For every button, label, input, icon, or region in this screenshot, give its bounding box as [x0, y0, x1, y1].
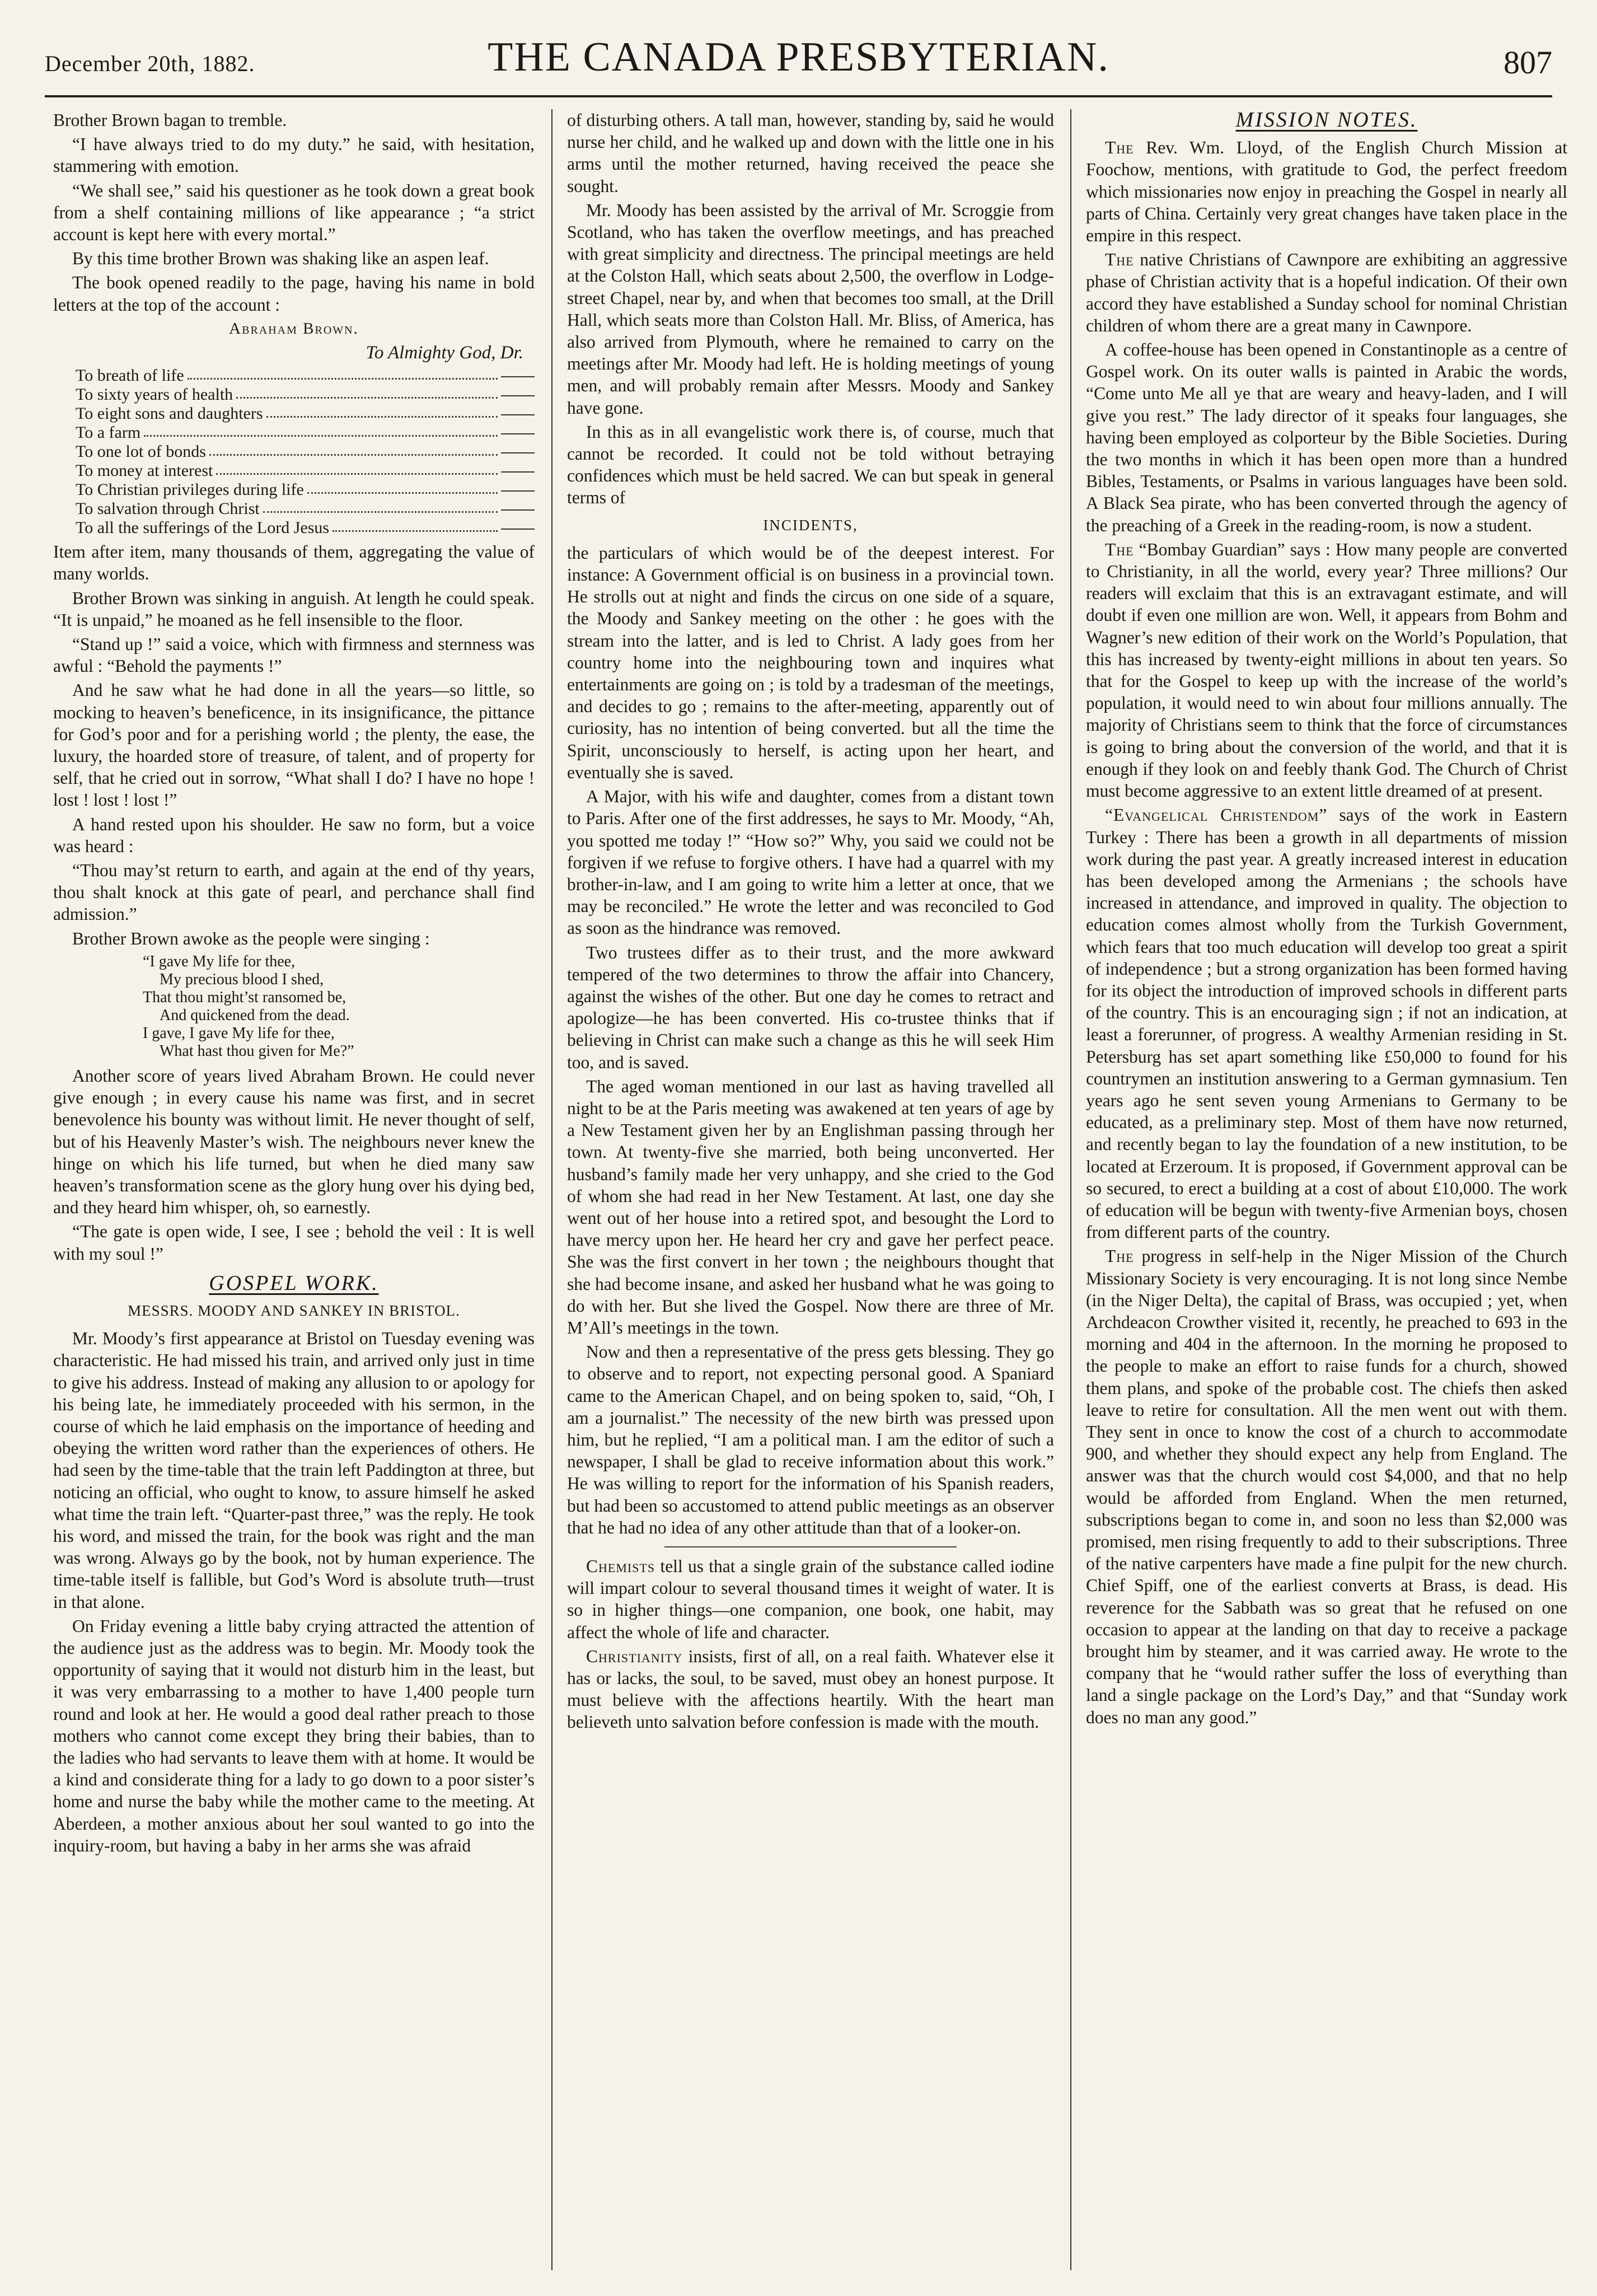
paragraph: A hand rested upon his shoulder. He saw no form, but a voice was heard :	[53, 814, 535, 856]
paragraph: Brother Brown awoke as the people were singing :	[72, 928, 430, 948]
account-item: To a farm	[76, 423, 535, 442]
verse-line: I gave, I gave My life for thee,	[143, 1024, 335, 1042]
account-name: Abraham Brown.	[229, 319, 359, 338]
account-creditor: To Almighty God, Dr.	[366, 343, 523, 363]
account-item: To all the sufferings of the Lord Jesus	[76, 518, 535, 537]
issue-date: December 20th, 1882.	[45, 51, 255, 76]
paragraph: Another score of years lived Abraham Brown. He could never give enough ; in every cause his name was first, and in secret benevolence his bounty was without limit. He never thought of self, but of his Heavenly Master’s wish. The neighbours never knew the hinge on which his life turned, but when he died many saw heaven’s transformation scene as the glory hung over his dying bed, and they heard him whisper, oh, so earnestly.	[53, 1065, 535, 1218]
paragraph: Brother Brown bagan to tremble.	[53, 110, 287, 130]
column-3	[1086, 109, 1567, 2270]
verse-line: My precious blood I shed,	[160, 970, 324, 988]
paragraph: “Stand up !” said a voice, which with firmness and sternness was awful : “Behold the payments !”	[53, 634, 535, 676]
account-item: To salvation through Christ	[76, 499, 535, 518]
paragraph: The Rev. Wm. Lloyd, of the English Church Mission at Foochow, mentions, with gratitude to God, the perfect freedom which missionaries now enjoy in preaching the Gospel in nearly all parts of China. Certainly very great changes have taken place in the empire in this respect.	[1086, 138, 1567, 246]
paragraph: Item after item, many thousands of them, aggregating the value of many worlds.	[53, 542, 535, 584]
paragraph: Mr. Moody’s first appearance at Bristol on Tuesday evening was characteristic. He had missed his train, and arrived only just in time to give his address. Instead of making any allusion to or apology for his being late, he immediately proceeded with his sermon, in the course of which he laid emphasis on the importance of heeding and obeying the written word rather than the experiences of others. He had seen by the time-table that the train left Paddington at three, but noticing an official, who ought to know, to assure himself he asked what time the train left. “Quarter-past three,” was the reply. He took his word, and missed the train, for the book was right and the man was wrong. Always go by the book, not by human experience. The time-table itself is fallible, but God’s Word is absolute truth—trust in that alone.	[53, 1329, 535, 1612]
paragraph: Two trustees differ as to their trust, and the more awkward tempered of the two determines to throw the affair into Chancery, against the wishes of the other. But one day he comes to retract and apologize—he has been converted. His co-trustee thinks that if believing in Christ can make such a change as this he will seek Him too, and is saved.	[567, 942, 1054, 1072]
article-subhead: MESSRS. MOODY AND SANKEY IN BRISTOL.	[128, 1302, 460, 1319]
paragraph: Mr. Moody has been assisted by the arrival of Mr. Scroggie from Scotland, who has taken the overflow meetings, and has preached with great simplicity and directness. The principal meetings are held at the Colston Hall, which seats about 2,500, the overflow in Lodge-street Chapel, near by, and when that becomes too small, at the Drill Hall, which seats more than Colston Hall. Mr. Bliss, of America, has also arrived from Plymouth, where he remained to carry on the meetings after Mr. Moody had left. He is holding meetings of young men, and will probably remain after Messrs. Moody and Sankey have gone.	[567, 200, 1054, 418]
incidents-subhead: INCIDENTS,	[763, 516, 858, 534]
page-number: 807	[1504, 44, 1552, 81]
paragraph: And he saw what he had done in all the years—so little, so mocking to heaven’s beneficence, in its insignificance, the pittance for God’s poor and for a perishing world ; the plenty, the ease, the luxury, the hoarded store of treasure, of talent, and of property for self, that he cried out in sorrow, “What shall I do? I have no hope ! lost ! lost ! lost !”	[53, 680, 535, 810]
paragraph: “We shall see,” said his questioner as he took down a great book from a shelf containing millions of like appearance ; “a strict account is kept here with every mortal.”	[53, 180, 535, 245]
verse-line: That thou might’st ransomed be,	[143, 988, 346, 1006]
paragraph: The native Christians of Cawnpore are exhibiting an aggressive phase of Christian activity that is a hopeful indication. Of their own accord they have established a Sunday school for nominal Christian children of whom there are a great many in Cawnpore.	[1086, 250, 1567, 335]
hymn-verse	[143, 953, 535, 1060]
paragraph: The progress in self-help in the Niger Mission of the Church Missionary Society is very encouraging. It is not long since Nembe (in the Niger Delta), the capital of Brass, was occupied ; yet, when Archdeacon Crowther visited it, recently, he preached to 693 in the morning and 404 in the afternoon. In the morning he proposed to the people to make an effort to raise funds for a church, showed them plans, and spoke of the probable cost. The chiefs then asked leave to retire for consultation. All the men went out with them. They sent in once to know the cost of a church to accommodate 900, and whether they should expect any help from England. The answer was that the church would cost $4,000, and that no help would be afforded from England. When the men returned, subscriptions began to come in, and soon no less than $2,000 was promised, men rising frequently to add to their subscriptions. Three of the native carpenters have made a fine pulpit for the new church. Chief Spiff, one of the earliest converts at Brass, is dead. His reverence for the Sabbath was so great that he refused on one occasion to appear at the landing on that day to receive a package brought him by steamer, and it was carried away. He wrote to the company that he “would rather suffer the loss of everything than land a single package on the Lord’s Day,” and that “Sunday work does no man any good.”	[1086, 1246, 1567, 1727]
section-title: GOSPEL WORK.	[209, 1271, 379, 1295]
account-item: To one lot of bonds	[76, 442, 535, 461]
section-title: MISSION NOTES.	[1235, 109, 1418, 132]
page-header	[45, 34, 1552, 87]
verse-line: And quickened from the dead.	[160, 1006, 350, 1024]
header-rule	[45, 95, 1552, 97]
paragraph: “Thou may’st return to earth, and again at the end of thy years, thou shalt knock at this gate of pearl, and perchance shall find admission.”	[53, 861, 535, 924]
column-1	[53, 109, 535, 2270]
paragraph: “I have always tried to do my duty.” he said, with hesitation, stammering with emotion.	[53, 134, 535, 176]
paragraph: On Friday evening a little baby crying attracted the attention of the audience just as the address was to begin. Mr. Moody took the opportunity of saying that it would not disturb him in the least, but it was very embarrassing to a mother to have 1,400 people turn round and look at her. He would a good deal rather preach to those mothers who cannot come except they bring their babies, than to the ladies who had servants to leave them with at home. It would be a kind and considerate thing for a lady to go down to a poor sister’s home and nurse the baby while the mother came to the meeting. At Aberdeen, a mother anxious about her soul wanted to go into the inquiry-room, but having a baby in her arms she was afraid	[53, 1616, 535, 1855]
paragraph: The “Bombay Guardian” says : How many people are converted to Christianity, in all the world, every year? Three millions? Our readers will exclaim that this is an extravagant estimate, and will doubt if even one million are won. Well, it appears from Bohm and Wagner’s new edition of their work on the World’s Population, that this has increased by twenty-eight millions in about ten years. So that for the Gospel to keep up with the increase of the world’s population, it would need to win about four millions annually. The majority of Christians seem to think that the force of circumstances is going to bring about the conversion of the world, and that it is enough if they look on and feebly thank God. The Church of Christ must become aggressive to an extent little dreamed of at present.	[1086, 539, 1567, 801]
paragraph: “The gate is open wide, I see, I see ; behold the veil : It is well with my soul !”	[53, 1222, 535, 1264]
verse-line: What hast thou given for Me?”	[160, 1042, 354, 1060]
verse-line: “I gave My life for thee,	[143, 952, 296, 970]
paragraph: of disturbing others. A tall man, however, standing by, said he would nurse her child, and he walked up and down with the little one in his arms until the mother returned, having received the peace she sought.	[567, 110, 1054, 196]
paragraph: Brother Brown was sinking in anguish. At length he could speak. “It is unpaid,” he moaned as he fell insensible to the floor.	[53, 588, 535, 630]
paragraph: the particulars of which would be of the deepest interest. For instance: A Government official is on business in a provincial town. He strolls out at night and finds the circus on one side of a square, the Moody and Sankey meeting on the other : he goes with the stream into the latter, and is led to Christ. A lady goes from her country home into the neighbouring town and inquires what entertainments are going on ; is told by a tradesman of the meetings, and decides to go ; remains to the after-meeting, apparently out of curiosity, has no intention of being converted. but all the time the Spirit, unconsciously to herself, is acting upon her heart, and eventually she is saved.	[567, 543, 1054, 782]
paragraph: The book opened readily to the page, having his name in bold letters at the top of the account :	[53, 273, 535, 315]
article-separator	[664, 1546, 957, 1547]
paragraph: Now and then a representative of the press gets blessing. They go to observe and to report, not expecting personal good. A Spaniard came to the American Chapel, and on being spoken to, said, “Oh, I am a journalist.” The necessity of the new birth was pressed upon him, but he replied, “I am a political man. I am the editor of such a newspaper, I shall be glad to receive information about this work.” He was willing to report for the information of his Spanish readers, but had been so accustomed to attend public meetings as an observer that he had no idea of any other attitude than that of a looker-on.	[567, 1342, 1054, 1537]
paragraph: “Evangelical Christendom” says of the work in Eastern Turkey : There has been a growth in all departments of mission work during the past year. A greatly increased interest in education has been developed among the Armenians ; the schools have increased in attendance, and improved in quality. The objection to education comes almost wholly from the Turkish Government, which fears that too much education will develop too great a spirit of independence ; but a strong organization has been formed having for its object the introduction of improved schools in different parts of the country. This is an encouraging sign ; if not an indication, at least a forerunner, of progress. A wealthy Armenian residing in St. Petersburg has set apart something like £50,000 to found for his countrymen an institution answering to a German gymnasium. Ten years ago he sent seven young Armenians to Germany to be educated, as a preliminary step. Most of them have now returned, and recently began to lay the foundation of a new institution, to be located at Erzeroum. It is proposed, if Government approval can be so secured, to erect a building at a cost of about £10,000. The work of education will be begun with twenty-five Armenian boys, chosen from different parts of the country.	[1086, 805, 1567, 1242]
account-item: To sixty years of health	[76, 385, 535, 404]
column-divider-1	[551, 109, 552, 2270]
paragraph: A coffee-house has been opened in Constantinople as a centre of Gospel work. On its outer walls is painted in Arabic the words, “Come unto Me all ye that are weary and heavy-laden, and I will give you rest.” The lady director of it speaks four languages, she having been employed as colporteur by the Bible Societies. During the two months in which it has been open more than a hundred Bibles, Testaments, or Psalms in various languages have been sold. A Black Sea pirate, who has been converted through the agency of the preaching of a Greek in the reading-room, is now a student.	[1086, 340, 1567, 535]
account-item: To eight sons and daughters	[76, 404, 535, 423]
paragraph: The aged woman mentioned in our last as having travelled all night to be at the Paris meeting was awakened at ten years of age by a New Testament given her by an Englishman passing through her town. At twenty-five she married, both being unconverted. Her husband’s family made her very unhappy, and she cried to the God of whom she had read in her New Testament. At last, one day she went out of her house into a retired spot, and besought the Lord to have mercy upon her. He heard her cry and gave her perfect peace. She was the first convert in her town ; the neighbours thought that she had become insane, and asked her husband what he was going to do with her. But she lived the Gospel. Now there are three of Mr. M’All’s meetings in the town.	[567, 1076, 1054, 1338]
account-item: To Christian privileges during life	[76, 480, 535, 499]
masthead-title: THE CANADA PRESBYTERIAN.	[488, 34, 1109, 80]
account-item: To money at interest	[76, 461, 535, 480]
account-list	[53, 366, 535, 537]
paragraph: A Major, with his wife and daughter, comes from a distant town to Paris. After one of the first addresses, he says to Mr. Moody, “Ah, you spotted me today !” “How so?” Why, you said we could not be forgiven if we refuse to forgive others. I have had a quarrel with my brother-in-law, and I am going to write him a letter at once, that we may be reconciled.” He wrote the letter and was reconciled to God as soon as the hindrance was removed.	[567, 787, 1054, 938]
account-item: To breath of life	[76, 366, 535, 385]
paragraph: By this time brother Brown was shaking like an aspen leaf.	[72, 249, 489, 269]
paragraph: In this as in all evangelistic work there is, of course, much that cannot be recorded. It could not be told without betraying confidences which must be held sacred. We can but speak in general terms of	[567, 422, 1054, 508]
paragraph: Christianity insists, first of all, on a real faith. Whatever else it has or lacks, the soul, to be saved, must obey an honest purpose. It must believe with the affections heartily. With the heart man believeth unto salvation before confession is made with the mouth.	[567, 1646, 1054, 1732]
column-divider-2	[1070, 109, 1071, 2270]
column-2	[567, 109, 1054, 2270]
paragraph: Chemists tell us that a single grain of the substance called iodine will impart colour to several thousand times it weight of water. It is so in higher things—one companion, one book, one habit, may affect the whole of life and character.	[567, 1556, 1054, 1642]
